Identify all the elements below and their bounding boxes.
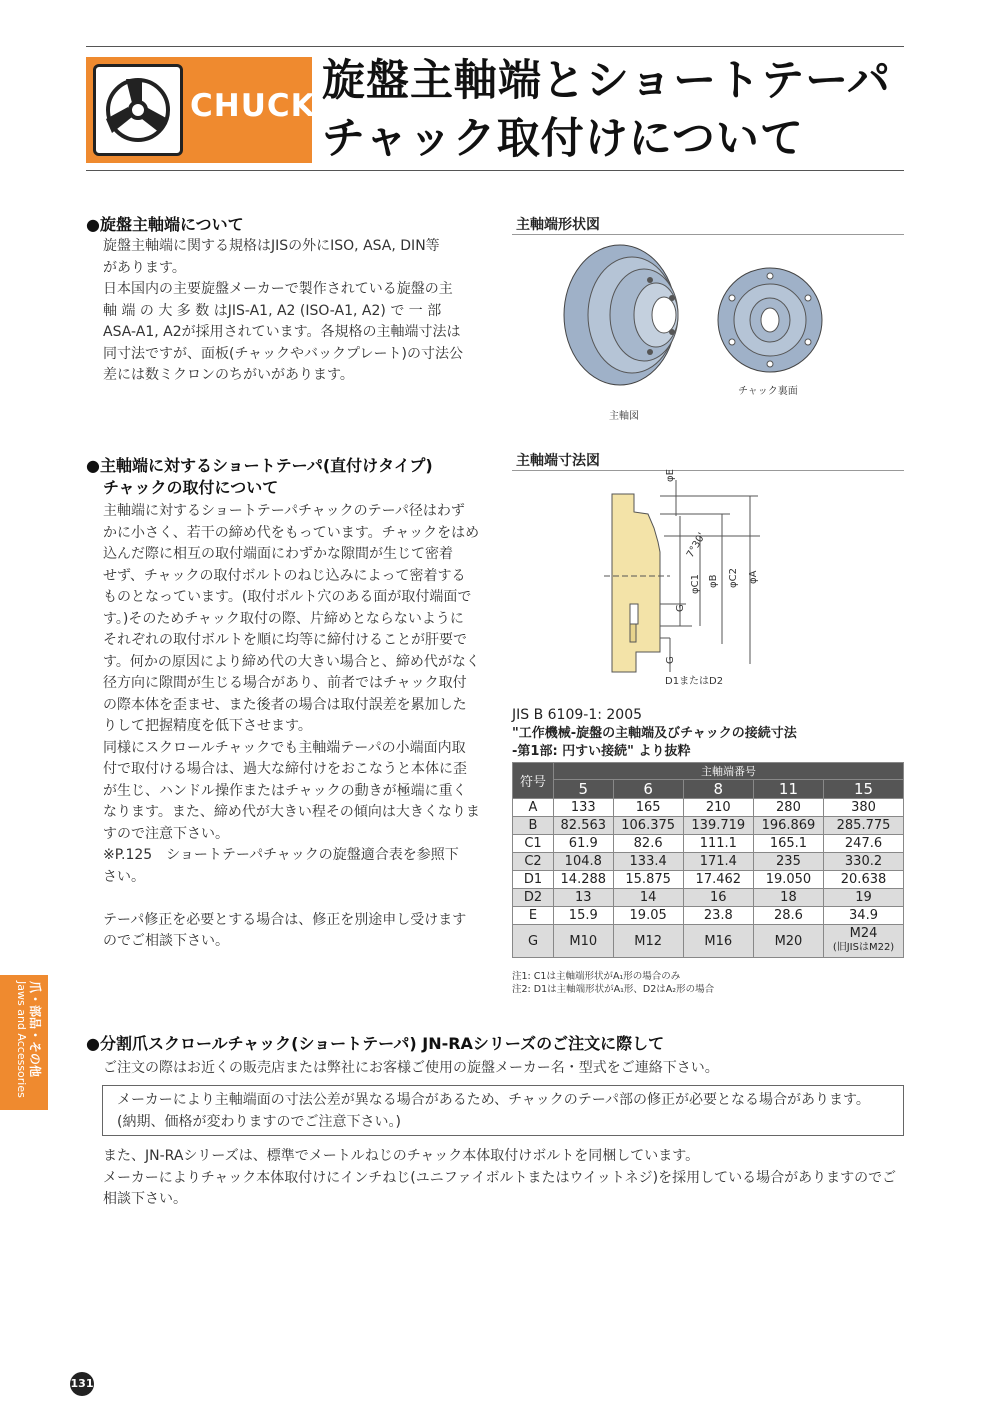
- table-cell-main: M24: [849, 926, 878, 941]
- dim-g-1: G: [675, 604, 686, 612]
- standard-title-line1: "工作機械-旋盤の主軸端及びチャックの接続寸法: [512, 726, 797, 741]
- table-cell: 106.375: [613, 817, 683, 835]
- side-tab-en: Jaws and Accessories: [15, 981, 28, 1098]
- section1-heading: ●旋盤主軸端について: [86, 215, 244, 234]
- standard-title: [512, 725, 797, 761]
- section2-line: 付で取付ける場合は、過大な締付けをおこなうと本体に歪: [103, 761, 467, 777]
- dim-phi-c2: φC2: [728, 568, 739, 588]
- table-column-header: 5: [554, 780, 614, 799]
- table-cell: 196.869: [753, 817, 823, 835]
- section2-line: すので注意下さい。: [103, 825, 229, 842]
- page-number: 131: [70, 1372, 94, 1396]
- notice-box: [102, 1085, 904, 1136]
- table-group-header: 主軸端番号: [554, 763, 904, 780]
- figure1-title: 主軸端形状図: [516, 217, 600, 233]
- table-row: [513, 799, 904, 817]
- table-cell: [824, 925, 904, 958]
- table-cell: 19: [824, 889, 904, 907]
- table-cell: 133: [554, 799, 614, 817]
- section3-line: また、JN-RAシリーズは、標準でメートルねじのチャック本体取付けボルトを同梱しています。: [103, 1148, 700, 1164]
- spindle-shape-figure: [560, 240, 860, 420]
- table-cell: 82.6: [613, 835, 683, 853]
- section2-heading: [86, 455, 433, 499]
- table-cell: 111.1: [683, 835, 753, 853]
- table-cell: 235: [753, 853, 823, 871]
- table-cell-symbol: C1: [513, 835, 554, 853]
- header-bottom-rule: [86, 170, 904, 171]
- table-cell: 380: [824, 799, 904, 817]
- table-cell: M10: [554, 925, 614, 958]
- table-cell: 19.050: [753, 871, 823, 889]
- dim-g-2: G: [665, 656, 676, 664]
- table-row: [513, 853, 904, 871]
- section1-line: 日本国内の主要旋盤メーカーで製作されている旋盤の主: [103, 281, 453, 297]
- figure2-title: 主軸端寸法図: [516, 453, 600, 469]
- section2-line: さい。: [103, 868, 145, 885]
- table-row: [513, 871, 904, 889]
- section2-line: ※P.125 ショートテーパチャックの旋盤適合表を参照下: [103, 847, 459, 863]
- table-cell: 18: [753, 889, 823, 907]
- table-cell: 280: [753, 799, 823, 817]
- page-title: [322, 52, 891, 168]
- spindle-dimension-table: [512, 762, 904, 958]
- dim-phi-c1: φC1: [690, 574, 701, 594]
- standard-title-line2: -第1部: 円すい接続" より抜粋: [512, 744, 691, 759]
- table-notes: [512, 970, 714, 996]
- table-symbol-header: 符号: [513, 763, 554, 799]
- table-cell: 104.8: [554, 853, 614, 871]
- chuck-label: CHUCK: [190, 88, 316, 124]
- table-cell: 165: [613, 799, 683, 817]
- section2-line: 込んだ際に相互の取付端面にわずかな隙間が生じて密着: [103, 546, 453, 562]
- section2-line: テーパ修正を必要とする場合は、修正を別途申し受けます: [103, 911, 467, 928]
- table-cell-sub: (旧JISはM22): [832, 942, 895, 953]
- section2-line: ものとなっています。(取付ボルト穴のある面が取付端面で: [103, 589, 472, 605]
- section3-intro: ご注文の際はお近くの販売店または弊社にお客様ご使用の旋盤メーカー名・型式をご連絡下さい。: [103, 1060, 719, 1076]
- table-cell: 247.6: [824, 835, 904, 853]
- side-tab-ja: 爪・部品・その他: [28, 981, 42, 1078]
- section1-line: があります。: [103, 259, 186, 276]
- table-cell: 61.9: [554, 835, 614, 853]
- dim-phi-b: φB: [708, 574, 719, 588]
- table-row: [513, 907, 904, 925]
- section2-line: 同様にスクロールチャックでも主軸端テーパの小端面内取: [103, 739, 466, 756]
- section1-line: 軸 端 の 大 多 数 はJIS-A1, A2 (ISO-A1, A2) で 一 部: [103, 302, 442, 319]
- section3-line: 相談下さい。: [103, 1191, 187, 1207]
- spindle-label: 主軸図: [609, 411, 639, 422]
- side-tab-text: [0, 975, 48, 1110]
- section3-heading: ●分割爪スクロールチャック(ショートテーパ) JN-RAシリーズのご注文に際して: [86, 1034, 665, 1053]
- dim-angle: 7°30': [684, 531, 708, 560]
- section2-line: 径方向に隙間が生じる場合があり、前者ではチャック取付: [103, 675, 467, 691]
- table-column-header: 8: [683, 780, 753, 799]
- chuck-back-label: チャック裏面: [738, 386, 798, 397]
- table-column-row: [513, 780, 904, 799]
- table-cell-symbol: A: [513, 799, 554, 817]
- table-cell: 28.6: [753, 907, 823, 925]
- table-cell: 19.05: [613, 907, 683, 925]
- dim-phi-a: φA: [748, 570, 759, 584]
- top-rule: [86, 46, 904, 47]
- table-header-row: [513, 763, 904, 780]
- table-cell: 14.288: [554, 871, 614, 889]
- table-row: [513, 817, 904, 835]
- section2-line: の際本体を歪ませ、また後者の場合は取付誤差を累加した: [103, 696, 467, 713]
- section3-body: [103, 1146, 908, 1211]
- table-cell: 210: [683, 799, 753, 817]
- dim-d1-d2: D1またはD2: [665, 676, 724, 687]
- table-column-header: 6: [613, 780, 683, 799]
- section2-line: す。)そのためチャック取付の際、片締めとならないように: [103, 610, 464, 627]
- section1-line: 差には数ミクロンのちがいがあります。: [103, 367, 354, 383]
- table-cell-symbol: E: [513, 907, 554, 925]
- title-line-2: チャック取付けについて: [322, 114, 804, 164]
- section2-heading-line1: ●主軸端に対するショートテーパ(直付けタイプ): [86, 456, 433, 475]
- section2-line: りして把握精度を低下させます。: [103, 718, 312, 734]
- table-note: 注1: C1は主軸端形状がA₁形の場合のみ: [512, 971, 681, 982]
- table-row: [513, 835, 904, 853]
- table-cell: 15.875: [613, 871, 683, 889]
- table-cell-symbol: D2: [513, 889, 554, 907]
- section1-body: [103, 236, 483, 387]
- table-cell-symbol: D1: [513, 871, 554, 889]
- table-row: [513, 925, 904, 958]
- section1-line: 旋盤主軸端に関する規格はJISの外にISO, ASA, DIN等: [103, 238, 440, 254]
- table-cell: 285.775: [824, 817, 904, 835]
- table-note: 注2: D1は主軸端形状がA₁形、D2はA₂形の場合: [512, 984, 715, 995]
- table-cell: M20: [753, 925, 823, 958]
- table-cell-symbol: C2: [513, 853, 554, 871]
- table-row: [513, 889, 904, 907]
- section2-line: それぞれの取付ボルトを順に均等に締付けることが肝要で: [103, 632, 467, 648]
- table-cell: 82.563: [554, 817, 614, 835]
- section2-line: のでご相談下さい。: [103, 933, 229, 949]
- figure2-rule: [512, 470, 904, 471]
- section2-line: が生じ、ハンドル操作またはチャックの動きが極端に重く: [103, 782, 467, 799]
- section1-line: ASA-A1, A2が採用されています。各規格の主軸端寸法は: [103, 324, 461, 340]
- table-cell: M16: [683, 925, 753, 958]
- three-jaw-chuck-icon: [93, 64, 183, 156]
- table-cell: 23.8: [683, 907, 753, 925]
- table-cell-symbol: B: [513, 817, 554, 835]
- table-cell-symbol: G: [513, 925, 554, 958]
- table-cell: 14: [613, 889, 683, 907]
- side-tab: [0, 975, 48, 1110]
- title-line-1: 旋盤主軸端とショートテーパ: [322, 56, 891, 106]
- table-cell: M12: [613, 925, 683, 958]
- table-cell: 17.462: [683, 871, 753, 889]
- table-cell: 133.4: [613, 853, 683, 871]
- section2-body: [103, 501, 483, 953]
- table-cell: 171.4: [683, 853, 753, 871]
- section2-line: せず、チャックの取付ボルトのねじ込みによって密着する: [103, 567, 466, 584]
- dim-phi-e: φE: [665, 469, 676, 482]
- table-cell: 15.9: [554, 907, 614, 925]
- section3-line: メーカーによりチャック本体取付けにインチねじ(ユニファイボルトまたはウイットネジ)を採用している場合がありますのでご: [103, 1169, 897, 1186]
- section1-line: 同寸法ですが、面板(チャックやバックプレート)の寸法公: [103, 345, 463, 362]
- table-cell: 330.2: [824, 853, 904, 871]
- table-cell: 165.1: [753, 835, 823, 853]
- notice-line: (納期、価格が変わりますのでご注意下さい。): [117, 1113, 401, 1130]
- section2-line: す。何かの原因により締め代の大きい場合と、締め代がなく: [103, 653, 480, 670]
- section2-heading-line2: チャックの取付について: [103, 478, 279, 497]
- section2-line: なります。また、締め代が大きい程その傾向は大きくなりま: [103, 804, 480, 820]
- figure1-rule: [512, 234, 904, 235]
- notice-line: メーカーにより主軸端面の寸法公差が異なる場合があるため、チャックのテーパ部の修正が必要となる場合があります。: [117, 1092, 870, 1108]
- table-cell: 16: [683, 889, 753, 907]
- section2-line: かに小さく、若干の締め代をもっています。チャックをはめ: [103, 524, 480, 541]
- table-cell: 139.719: [683, 817, 753, 835]
- table-cell: 34.9: [824, 907, 904, 925]
- standard-code: JIS B 6109-1: 2005: [512, 707, 643, 723]
- section2-line: 主軸端に対するショートテーパチャックのテーパ径はわず: [103, 503, 465, 519]
- table-cell: 20.638: [824, 871, 904, 889]
- table-column-header: 15: [824, 780, 904, 799]
- table-column-header: 11: [753, 780, 823, 799]
- table-cell: 13: [554, 889, 614, 907]
